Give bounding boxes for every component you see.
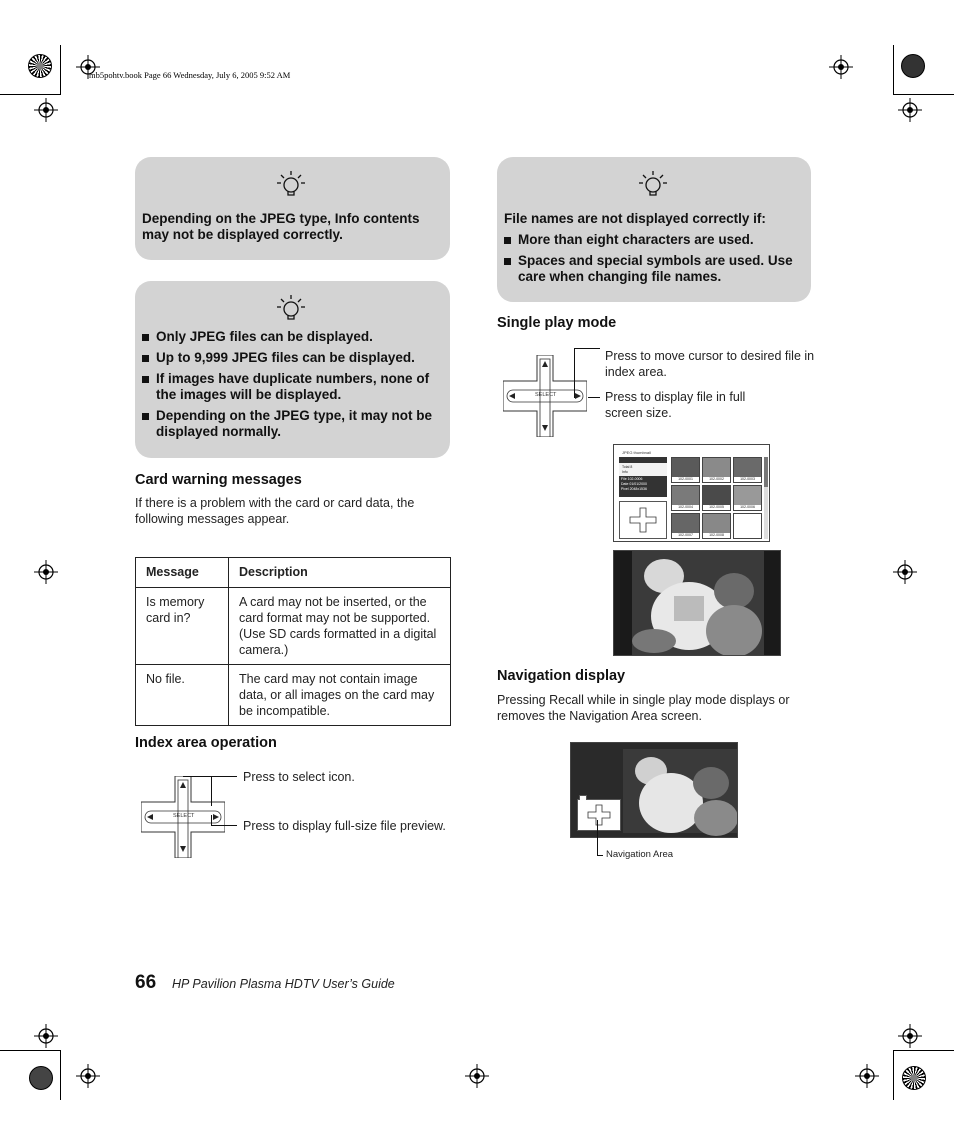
message-table [135,557,451,726]
color-target-icon [28,54,52,78]
lightbulb-icon [275,293,307,325]
dpad-icon [578,800,620,830]
tip-intro: File names are not displayed correctly if: [504,211,766,226]
registration-mark-icon [34,98,58,122]
thumbnail-label: 102-0008 [703,533,730,538]
scrollbar[interactable] [764,457,768,539]
table-cell: The card may not contain image data, or all images on the card may be incompatible. [229,665,451,726]
callout-line [597,855,603,856]
list-item: If images have duplicate numbers, none of the images will be displayed. [142,371,447,403]
tip-list [142,329,447,445]
list-item: More than eight characters are used. [504,232,804,248]
registration-mark-icon [34,1024,58,1048]
callout-text: Press to display full-size file preview. [243,819,446,833]
callout-line [574,348,575,398]
thumbnail-label: 102-0001 [672,477,699,482]
remote-dpad-diagram [141,776,225,858]
column-header: Description [229,558,451,588]
footer-title: HP Pavilion Plasma HDTV User’s Guide [172,977,395,991]
pixel-value: 2048x1536 [629,487,647,491]
scrollbar-thumb[interactable] [764,457,768,487]
registration-mark-icon [898,98,922,122]
thumbnail-cell[interactable] [702,485,731,511]
info-panel [619,457,667,497]
lightbulb-icon [275,169,307,201]
fullscreen-photo [613,550,781,656]
crop-mark [893,1050,954,1051]
registration-mark-icon [829,55,853,79]
thumbnail-label: 102-0007 [672,533,699,538]
table-row [136,588,451,665]
registration-mark-icon [893,560,917,584]
thumbnail-cell[interactable] [733,457,762,483]
nav-panel [619,501,667,539]
list-item: Spaces and special symbols are used. Use care when changing file names. [504,253,804,285]
list-item: Up to 9,999 JPEG files can be displayed. [142,350,447,366]
thumbnail-label: 102-0003 [734,477,761,482]
crop-mark [893,1050,894,1100]
color-target-icon [902,1066,926,1090]
section-heading: Navigation display [497,668,626,684]
table-row [136,665,451,726]
section-intro: If there is a problem with the card or card data, the following messages appear. [135,496,415,526]
thumbnail-label: 102-0004 [672,505,699,510]
thumbnail-cell[interactable] [671,513,700,539]
callout-text: Press to select icon. [243,770,355,784]
table-cell: Is memory card in? [136,588,229,665]
thumbnail-cell[interactable] [733,513,762,539]
crop-mark [893,94,954,95]
tip-box [135,281,450,458]
section-heading: Index area operation [135,735,277,751]
callout-line [211,815,212,826]
thumbnail-grid [671,457,762,539]
section-heading: Single play mode [497,315,617,331]
thumbnail-cell[interactable] [702,513,731,539]
color-target-icon [29,1066,53,1090]
thumbnail-cell[interactable] [733,485,762,511]
lightbulb-icon [637,169,669,201]
callout-line [211,825,237,826]
book-header: mb5pohtv.book Page 66 Wednesday, July 6, 2005 9:52 AM [89,70,291,80]
dpad-icon [620,502,666,538]
registration-mark-icon [855,1064,879,1088]
registration-mark-icon [76,1064,100,1088]
table-cell: No file. [136,665,229,726]
callout-line [183,776,237,777]
select-label: SELECT [173,813,195,819]
callout-line [574,348,600,349]
info-label: Info [622,470,628,474]
callout-text: Press to display file in full screen size. [605,390,746,420]
thumbnail-label: 102-0005 [703,505,730,510]
navigation-area-panel [577,799,621,831]
tip-box [497,157,811,302]
list-item: Depending on the JPEG type, it may not be displayed normally. [142,408,447,440]
crop-mark [893,45,894,95]
pixel-label: Pixel [621,487,629,491]
football-photo-image [614,551,781,656]
crop-mark [0,1050,60,1051]
select-label: SELECT [535,392,557,398]
registration-mark-icon [34,560,58,584]
total-label: Total 8 [622,465,633,469]
file-label: File [621,477,627,481]
registration-mark-icon [465,1064,489,1088]
list-item: Only JPEG files can be displayed. [142,329,447,345]
callout-text: Press to move cursor to desired file in index area. [605,349,815,379]
navigation-area-label: Navigation Area [606,849,674,860]
tip-list [504,232,804,290]
tip-text: Depending on the JPEG type, Info contents may not be displayed correctly. [142,211,420,242]
page-number: 66 [135,972,157,993]
registration-mark-icon [898,1024,922,1048]
folder-bar [619,457,667,463]
thumbnail-cell[interactable] [671,457,700,483]
table-header-row [136,558,451,588]
date-label: Date [621,482,629,486]
table-cell: A card may not be inserted, or the card format may not be supported. (Use SD cards formatted in a digital camera.) [229,588,451,665]
callout-line [211,776,212,806]
thumbnail-cell[interactable] [671,485,700,511]
file-value: 102-0006 [627,477,643,481]
navigation-screen [570,742,738,838]
crop-mark [60,1050,61,1100]
section-text: Pressing Recall while in single play mode displays or removes the Navigation Area screen. [497,693,790,723]
folder-tab [579,795,587,800]
section-heading: Card warning messages [135,472,302,488]
date-value: 01/01/2000 [629,482,647,486]
thumbnail-screen [613,444,770,542]
thumbnail-label: 102-0006 [734,505,761,510]
color-target-icon [901,54,925,78]
callout-line [588,397,600,398]
screen-title: JPEG thumbnail [622,450,651,455]
crop-mark [0,94,60,95]
callout-line [597,820,598,856]
thumbnail-label: 102-0002 [703,477,730,482]
tip-box [135,157,450,260]
column-header: Message [136,558,229,588]
crop-mark [60,45,61,95]
thumbnail-cell[interactable] [702,457,731,483]
info-box [619,476,667,497]
